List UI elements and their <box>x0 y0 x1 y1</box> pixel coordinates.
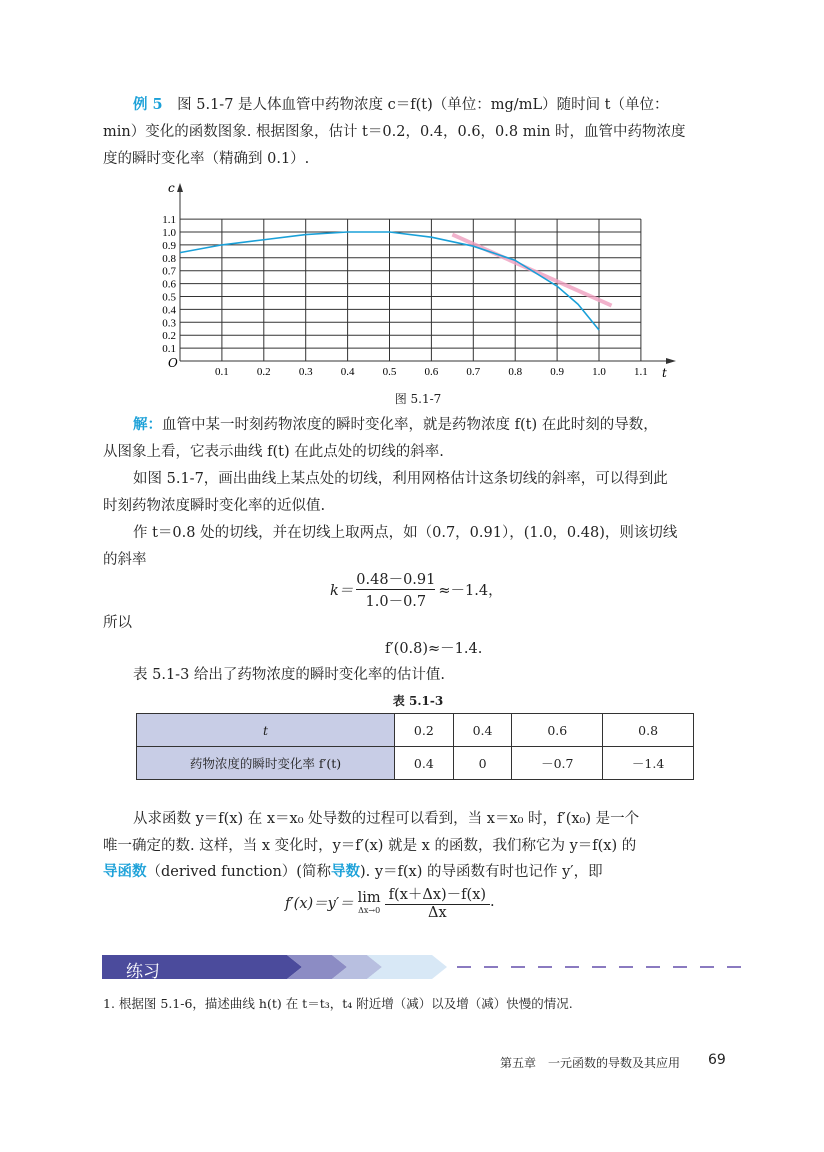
example-label: 例 5 <box>133 96 163 113</box>
formula-numerator: 0.48－0.91 <box>356 568 435 590</box>
y-axis-arrow <box>177 183 183 192</box>
x-tick-label: 0.7 <box>466 366 481 378</box>
solution-line: 时刻药物浓度瞬时变化率的近似值. <box>103 498 326 514</box>
table-cell: 0.4 <box>453 714 512 747</box>
y-tick-label: 0.6 <box>162 278 176 291</box>
concentration-chart <box>150 180 680 410</box>
formula-end: . <box>490 894 495 910</box>
practice-title: 练习 <box>126 962 160 982</box>
x-tick-label: 1.0 <box>592 366 606 378</box>
x-tick-label: 0.1 <box>215 366 229 378</box>
x-tick-label: 0.8 <box>508 366 523 378</box>
y-axis-label: c <box>168 181 175 195</box>
x-axis-label: t <box>662 366 667 380</box>
table-cell: 0.8 <box>603 714 694 747</box>
table-cell: －0.7 <box>512 747 603 780</box>
y-tick-label: 1.0 <box>162 227 176 239</box>
solution-line: 作 t＝0.8 处的切线，并在切线上取两点，如（0.7，0.91），(1.0，0.48)，则该切线 <box>133 525 678 541</box>
page-number: 69 <box>708 1052 726 1068</box>
f08-formula: f′(0.8)≈－1.4. <box>385 641 483 657</box>
y-tick-label: 1.1 <box>162 214 176 227</box>
table-cell: 药物浓度的瞬时变化率 f′(t) <box>137 747 395 780</box>
x-tick-label: 0.9 <box>550 366 564 378</box>
derivative-text: （derived function）(简称 <box>146 864 331 880</box>
table-cell: 0 <box>453 747 512 780</box>
table-cell: －1.4 <box>603 747 694 780</box>
x-tick-label: 0.5 <box>382 366 397 378</box>
table-cell: 0.2 <box>395 714 454 747</box>
table-row <box>137 714 694 747</box>
x-tick-label: 0.4 <box>340 366 355 378</box>
table-title: 表 5.1-3 <box>392 694 444 708</box>
x-tick-label: 0.3 <box>298 366 313 378</box>
footer-chapter: 第五章 一元函数的导数及其应用 <box>500 1056 681 1070</box>
table-cell: 0.6 <box>512 714 603 747</box>
lim: lim <box>357 889 381 906</box>
y-tick-label: 0.9 <box>162 239 176 252</box>
table-intro: 表 5.1-3 给出了药物浓度的瞬时变化率的估计值. <box>133 667 446 683</box>
example-line-3: 度的瞬时变化率（精确到 0.1）. <box>103 151 310 167</box>
y-tick-label: 0.7 <box>162 265 176 278</box>
example-line-2: min）变化的函数图象. 根据图象，估计 t＝0.2，0.4，0.6，0.8 min 时，血管中药物浓度 <box>103 124 686 140</box>
example-text: 图 5.1-7 是人体血管中药物浓度 c＝f(t)（单位：mg/mL）随时间 t（单位： <box>177 97 669 113</box>
solution-line: 如图 5.1-7，画出曲线上某点处的切线，利用网格估计这条切线的斜率，可以得到此 <box>133 471 668 487</box>
y-tick-label: 0.5 <box>162 291 176 304</box>
y-tick-label: 0.8 <box>162 252 176 265</box>
table-row <box>137 747 694 780</box>
x-tick-label: 0.6 <box>424 366 439 378</box>
figure-caption: 图 5.1-7 <box>394 392 442 406</box>
solution-text: 血管中某一时刻药物浓度的瞬时变化率，就是药物浓度 f(t) 在此时刻的导数， <box>162 417 658 433</box>
table-cell: 0.4 <box>395 747 454 780</box>
derivative-line: 唯一确定的数. 这样，当 x 变化时，y＝f′(x) 就是 x 的函数，我们称它为 y＝f(x) 的 <box>103 838 637 854</box>
rate-table <box>136 713 694 780</box>
formula-denominator: Δx <box>428 905 447 921</box>
solution-label: 解： <box>133 416 162 433</box>
example-line-1 <box>103 92 733 118</box>
derivative-definition <box>285 883 495 921</box>
formula-lhs: f′(x)＝y′＝ <box>285 895 354 912</box>
formula-numerator: f(x＋Δx)－f(x) <box>385 883 490 905</box>
lim-subscript: Δx→0 <box>358 905 381 915</box>
y-tick-label: 0.2 <box>162 330 176 343</box>
y-tick-label: 0.1 <box>162 343 176 356</box>
x-axis-arrow <box>666 358 676 364</box>
x-tick-label: 1.1 <box>634 366 648 378</box>
origin-label: O <box>168 356 178 370</box>
practice-question-1: 1. 根据图 5.1-6，描述曲线 h(t) 在 t＝t₃，t₄ 附近增（减）以及增（减）快慢的情况. <box>103 996 573 1011</box>
x-tick-label: 0.2 <box>256 366 271 378</box>
formula-lhs: k＝ <box>330 583 354 599</box>
practice-banner <box>102 955 742 979</box>
y-tick-label: 0.4 <box>162 304 176 317</box>
term-derived-function: 导函数 <box>103 863 147 880</box>
solution-line: 的斜率 <box>103 552 147 568</box>
term-derivative: 导数 <box>330 863 360 880</box>
y-tick-label: 0.3 <box>162 317 176 330</box>
table-cell: t <box>262 722 269 738</box>
derivative-text: ). y＝f(x) 的导函数有时也记作 y′，即 <box>359 864 603 880</box>
solution-line: 从图象上看，它表示曲线 f(t) 在此点处的切线的斜率. <box>103 444 444 460</box>
slope-formula <box>330 568 503 611</box>
so-text: 所以 <box>103 615 132 631</box>
derivative-line: 从求函数 y＝f(x) 在 x＝x₀ 处导数的过程可以看到，当 x＝x₀ 时，f′(x₀) 是一个 <box>133 811 640 827</box>
formula-denominator: 1.0－0.7 <box>365 594 427 610</box>
formula-rhs: ≈－1.4， <box>438 583 503 599</box>
